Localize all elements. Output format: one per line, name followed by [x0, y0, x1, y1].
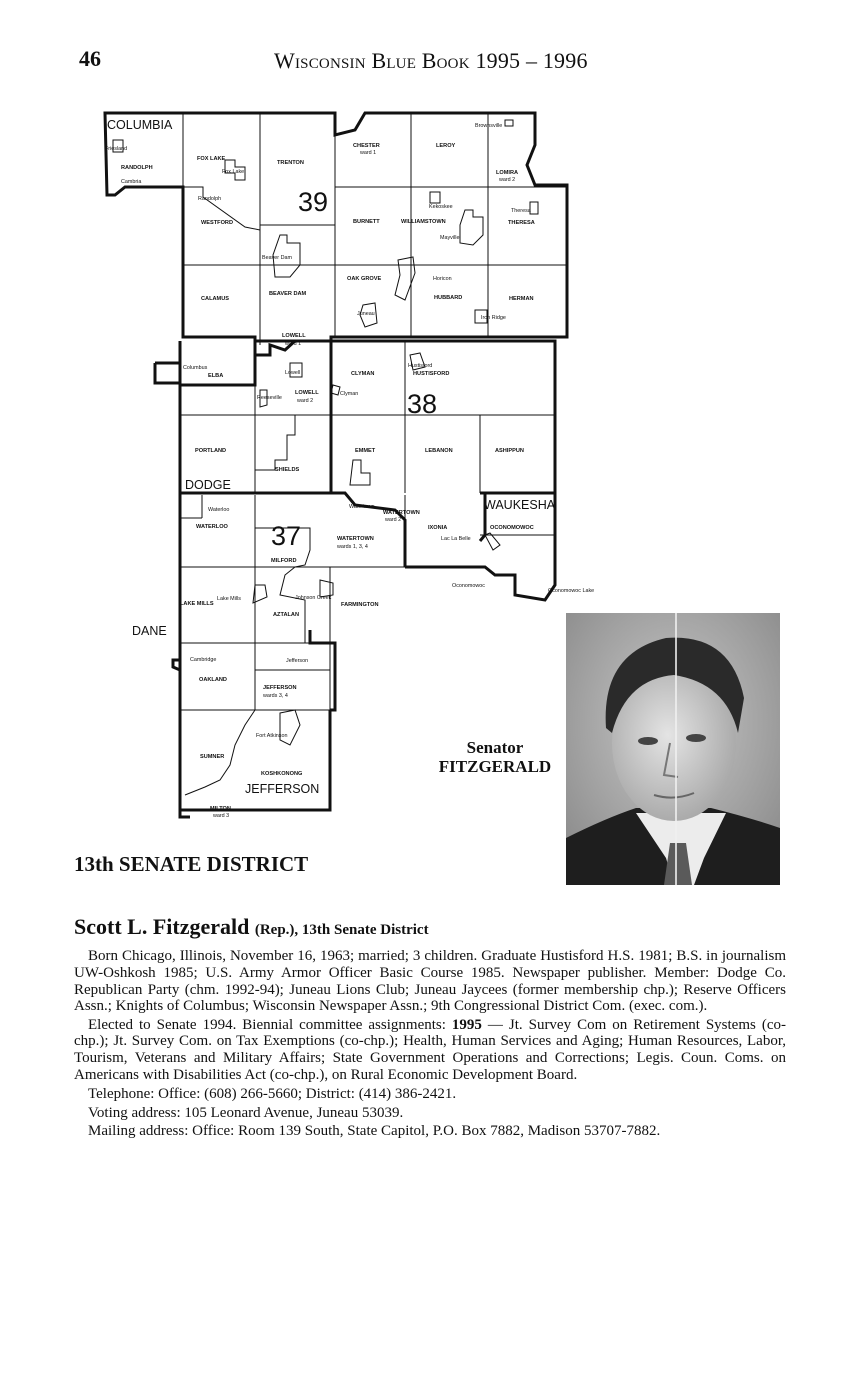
city-fort-atkinson: Fort Atkinson	[256, 733, 288, 739]
senator-photo	[566, 613, 780, 885]
town-shields: SHIELDS	[275, 467, 300, 473]
town-waterloo: WATERLOO	[196, 524, 228, 530]
bio-paragraph-personal: Born Chicago, Illinois, November 16, 1963; married; 3 children. Graduate Hustisford H.S. 1981; B.S. in journalism UW-Oshkosh 1985; U.S. Army Armor Officer Basic Course 1985. Newspaper publisher. Member: Dodge Co. Republican Party (chm. 1992-94); Juneau Lions Club; Juneau Jaycees (former membership chp.); Reserve Officers Assn.; Knights of Columbus; Wisconsin Newspaper Assn.; 9th Congressional District Com. (exec. com.).	[74, 948, 786, 1015]
town-theresa: THERESA	[508, 220, 535, 226]
town-lowell-1-ward: ward 1	[285, 341, 302, 347]
committees-year: 1995	[451, 1016, 482, 1033]
town-ixonia: IXONIA	[428, 525, 448, 531]
biography	[74, 948, 786, 1142]
town-trenton: TRENTON	[277, 160, 304, 166]
town-jefferson-w34-ward: wards 3, 4	[263, 693, 288, 699]
city-lake-mills: Lake Mills	[217, 596, 241, 602]
town-watertown-w134: WATERTOWN	[337, 536, 374, 542]
senator-affiliation: (Rep.), 13th Senate District	[254, 922, 429, 938]
county-label-waukesha: WAUKESHA	[484, 498, 556, 512]
county-label-jefferson: JEFFERSON	[245, 782, 320, 796]
page-number: 46	[79, 46, 101, 71]
city-oconomowoc-lake: Oconomowoc Lake	[548, 588, 595, 594]
bio-telephone: Telephone: Office: (608) 266-5660; District: (414) 386-2421.	[88, 1085, 457, 1102]
city-clyman: Clyman	[340, 391, 359, 397]
town-randolph: RANDOLPH	[121, 165, 153, 171]
city-mayville: Mayville	[440, 235, 460, 241]
city-brownsville: Brownsville	[475, 123, 503, 129]
town-watertown-w2-ward: ward 2	[385, 517, 402, 523]
town-lebanon: LEBANON	[425, 448, 453, 454]
city-iron-ridge: Iron Ridge	[481, 315, 506, 321]
city-friesland: Friesland	[105, 146, 128, 152]
town-clyman: CLYMAN	[351, 371, 375, 377]
town-milford: MILFORD	[271, 558, 297, 564]
town-williamstown: WILLIAMSTOWN	[401, 219, 446, 225]
town-emmet: EMMET	[355, 448, 376, 454]
bio-paragraph-committees	[74, 1017, 786, 1084]
town-farmington: FARMINGTON	[341, 602, 379, 608]
town-milton: MILTON	[210, 806, 231, 812]
district-title: 13th SENATE DISTRICT	[74, 852, 309, 876]
city-watertown: Watertown	[349, 504, 375, 510]
city-jefferson: Jefferson	[286, 658, 309, 664]
city-kekoskee: Kekoskee	[429, 204, 453, 210]
city-lac-la-belle: Lac La Belle	[441, 536, 471, 542]
assembly-district-37: 37	[271, 521, 302, 551]
town-fox-lake: FOX LAKE	[197, 156, 226, 162]
county-label-dodge: DODGE	[185, 478, 231, 492]
town-koshkonong: KOSHKONONG	[261, 771, 303, 777]
town-calamus: CALAMUS	[201, 296, 229, 302]
town-chester: CHESTER	[353, 143, 380, 149]
town-lowell-1: LOWELL	[282, 333, 306, 339]
town-chester-ward: ward 1	[360, 150, 377, 156]
photo-caption	[420, 738, 570, 776]
city-lowell: Lowell	[285, 370, 301, 376]
bio-voting-address: Voting address: 105 Leonard Avenue, Juneau 53039.	[88, 1104, 404, 1121]
portrait-image	[566, 613, 780, 885]
city-hustisford: Hustisford	[408, 363, 433, 369]
town-hubbard: HUBBARD	[434, 295, 463, 301]
committees-intro: Elected to Senate 1994. Biennial committee assignments:	[88, 1016, 452, 1033]
town-lowell-2: LOWELL	[295, 390, 319, 396]
city-beaver-dam: Beaver Dam	[262, 255, 292, 261]
city-cambridge: Cambridge	[190, 657, 217, 663]
senator-heading	[74, 914, 429, 940]
town-beaver-dam: BEAVER DAM	[269, 291, 307, 297]
senator-name: Scott L. Fitzgerald	[74, 914, 250, 939]
city-randolph: Randolph	[198, 196, 222, 202]
town-milton-ward: ward 3	[213, 813, 230, 819]
assembly-district-39: 39	[298, 187, 329, 217]
city-johnson-creek: Johnson Creek	[295, 595, 332, 601]
city-fox-lake: Fox Lake	[222, 169, 245, 175]
county-label-columbia: COLUMBIA	[107, 118, 173, 132]
town-lowell-2-ward: ward 2	[297, 398, 314, 404]
city-reeseville: Reeseville	[257, 395, 282, 401]
caption-title: Senator	[466, 738, 524, 757]
senate-district-map	[95, 105, 615, 825]
committees-list: — Jt. Survey Com on Retirement Systems (co-chp.); Jt. Survey Com. on Tax Exemptions (co-chp.); Health, Human Services and Aging; Human Resources, Labor, Tourism, Veterans and Military Affairs; State Government Operations and Corrections; Legis. Coun. Coms. on Americans with Disabilities Act (co-chp.), on Rural Economic Development Board.	[74, 1016, 786, 1084]
assembly-district-38: 38	[407, 389, 438, 419]
town-oak-grove: OAK GROVE	[347, 276, 382, 282]
running-title: Wisconsin Blue Book 1995 – 1996	[274, 48, 588, 73]
town-oconomowoc: OCONOMOWOC	[490, 525, 534, 531]
town-portland: PORTLAND	[195, 448, 227, 454]
town-lake-mills: LAKE MILLS	[180, 601, 214, 607]
town-burnett: BURNETT	[353, 219, 380, 225]
town-lomira: LOMIRA	[496, 170, 519, 176]
town-sumner: SUMNER	[200, 754, 225, 760]
town-watertown-w134-ward: wards 1, 3, 4	[337, 544, 368, 550]
town-lomira-ward: ward 2	[499, 177, 516, 183]
city-juneau: Juneau	[357, 311, 375, 317]
city-oconomowoc: Oconomowoc	[452, 583, 485, 589]
town-herman: HERMAN	[509, 296, 534, 302]
bio-mailing-address: Mailing address: Office: Room 139 South, State Capitol, P.O. Box 7882, Madison 53707-7882.	[88, 1123, 661, 1140]
city-horicon: Horicon	[433, 276, 452, 282]
city-columbus: Columbus	[183, 365, 208, 371]
caption-name: FITZGERALD	[438, 757, 552, 776]
town-oakland: OAKLAND	[199, 677, 227, 683]
town-leroy: LEROY	[436, 143, 456, 149]
county-label-dane: DANE	[132, 624, 167, 638]
town-jefferson-w34: JEFFERSON	[263, 685, 297, 691]
city-cambria: Cambria	[121, 179, 142, 185]
town-hustisford: HUSTISFORD	[413, 371, 450, 377]
city-theresa: Theresa	[511, 208, 531, 214]
town-aztalan: AZTALAN	[273, 612, 299, 618]
town-westford: WESTFORD	[201, 220, 234, 226]
city-waterloo: Waterloo	[208, 507, 230, 513]
town-ashippun: ASHIPPUN	[495, 448, 524, 454]
town-watertown-w2: WATERTOWN	[383, 510, 420, 516]
town-elba: ELBA	[208, 373, 224, 379]
